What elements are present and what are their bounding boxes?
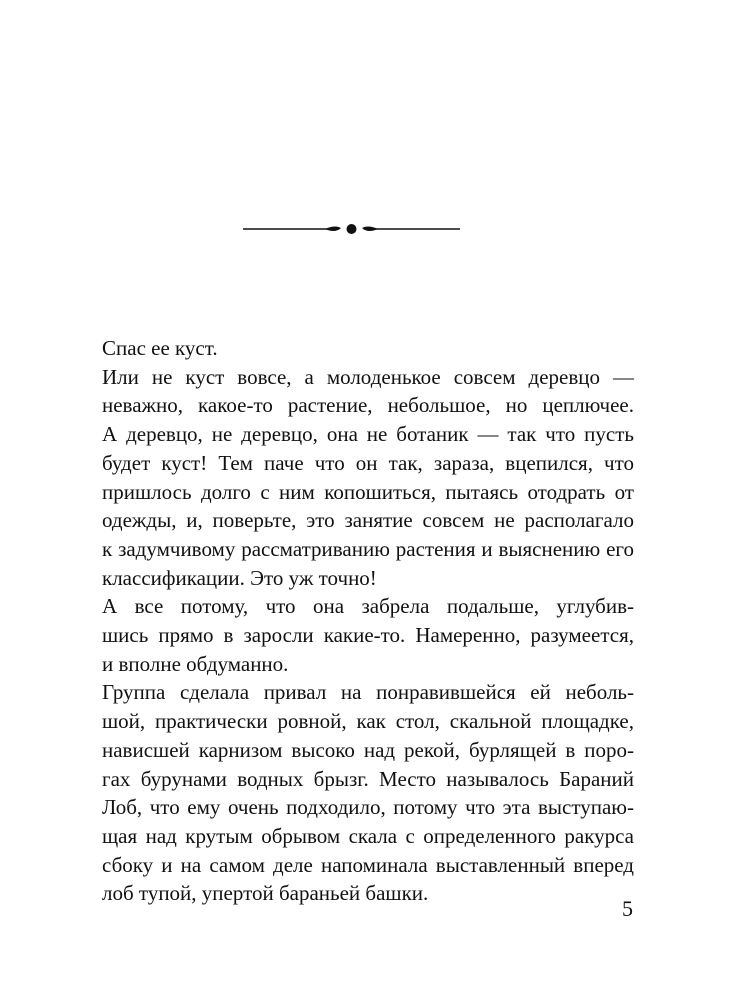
text-line: Спас ее куст. xyxy=(102,336,218,360)
text-line: сбоку и на самом деле напоминала выставленный вперед xyxy=(102,852,634,877)
text-line: А все потому, что она забрела подальше, углубив- xyxy=(102,594,634,619)
text-line: шись прямо в заросли какие-то. Намеренно, разумеется, xyxy=(102,623,634,648)
paragraph xyxy=(102,592,634,678)
paragraph xyxy=(102,334,634,363)
paragraph xyxy=(102,363,634,593)
section-ornament xyxy=(243,219,460,239)
text-line: неважно, какое-то растение, небольшое, но цеплючее. xyxy=(102,393,634,418)
text-line: А деревцо, не деревцо, она не ботаник — так что пусть xyxy=(102,422,634,447)
text-line: щая над крутым обрывом скала с определенного ракурса xyxy=(102,823,634,848)
text-line: Группа сделала привал на понравившейся ей неболь- xyxy=(102,680,634,705)
text-line: шой, практически ровной, как стол, скальной площадке, xyxy=(102,709,634,734)
text-line: Или не куст вовсе, а молоденькое совсем деревцо — xyxy=(102,364,634,389)
text-line: гах бурунами водных брызг. Место называлось Бараний xyxy=(102,766,634,791)
text-line: будет куст! Тем паче что он так, зараза, вцепился, что xyxy=(102,450,634,475)
text-line: Лоб, что ему очень подходило, потому что эта выступаю- xyxy=(102,795,634,820)
text-line: к задумчивому рассматриванию растения и выяснению его xyxy=(102,536,634,561)
body-text xyxy=(102,334,634,908)
text-line: и вполне обдуманно. xyxy=(102,651,289,676)
text-line: одежды, и, поверьте, это занятие совсем не располагало xyxy=(102,508,634,533)
page-number: 5 xyxy=(622,896,633,921)
text-line: классификации. Это уж точно! xyxy=(102,565,377,590)
text-line: лоб тупой, упертой бараньей башки. xyxy=(102,881,429,906)
text-line: пришлось долго с ним копошиться, пытаясь отодрать от xyxy=(102,479,634,504)
paragraph xyxy=(102,678,634,908)
text-line: нависшей карнизом высоко над рекой, бурлящей в поро- xyxy=(102,737,634,762)
